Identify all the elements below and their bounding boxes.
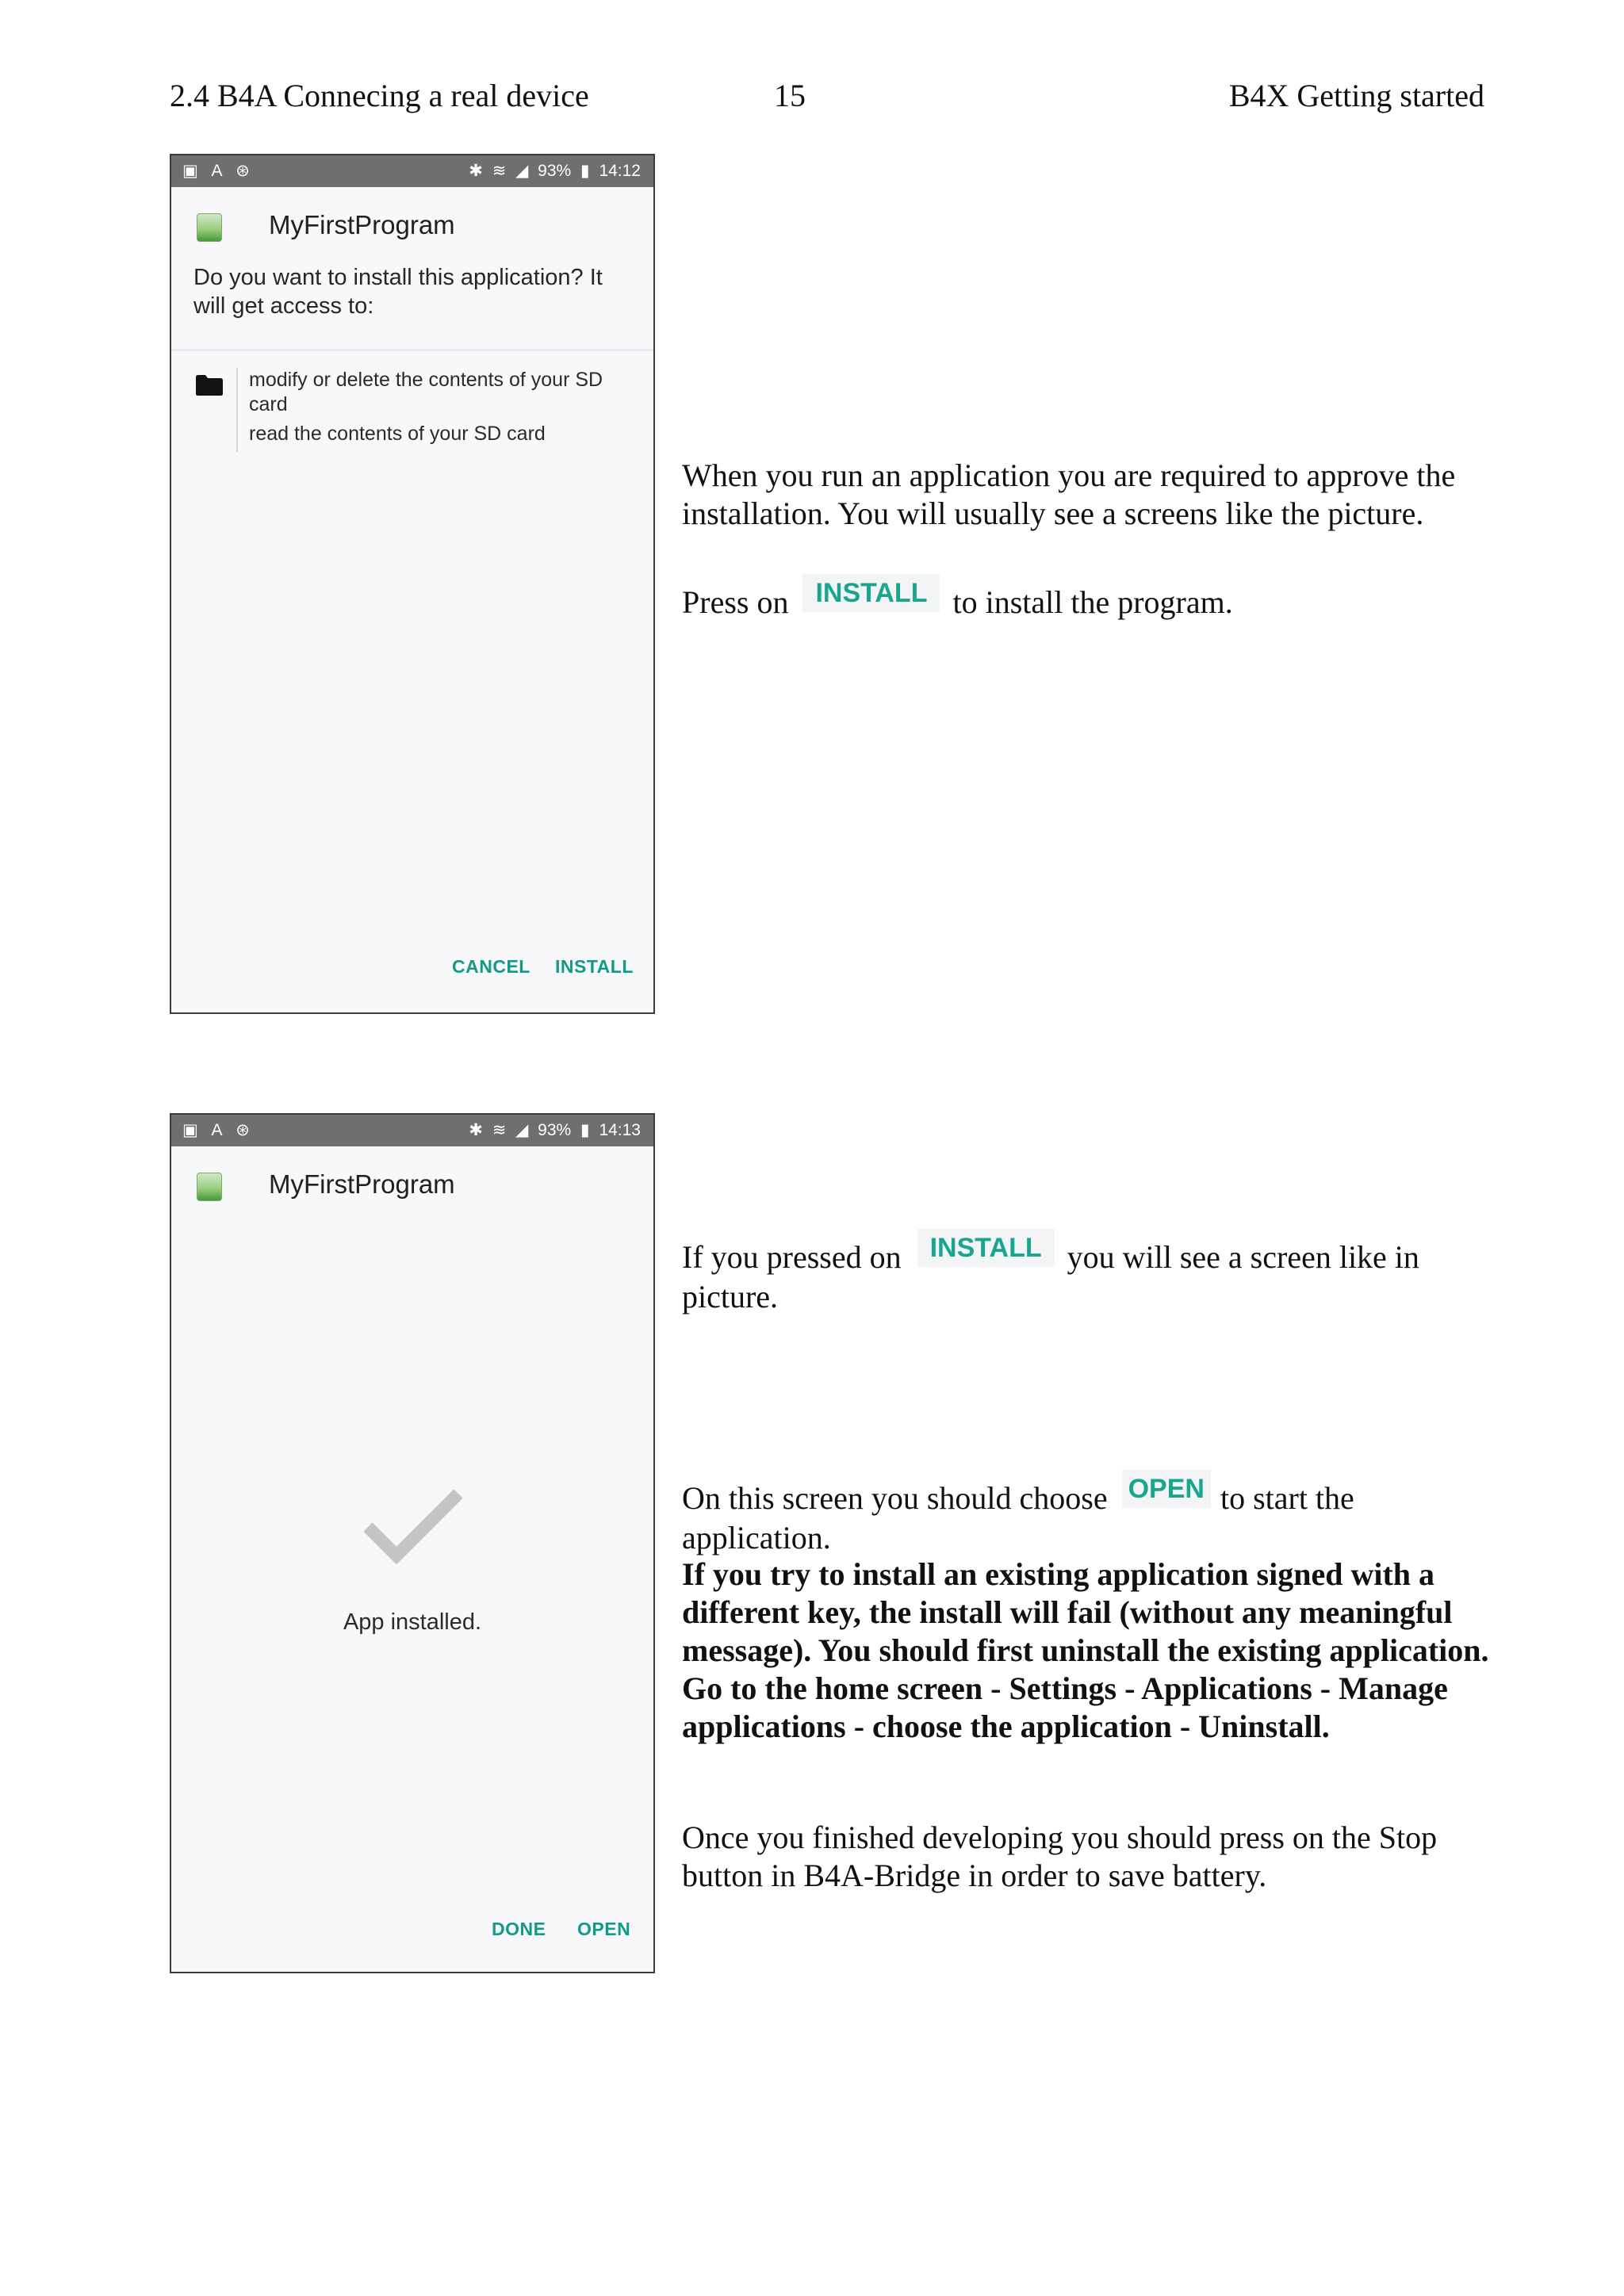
status-bar xyxy=(171,155,653,187)
paragraph-signing-warning: If you try to install an existing application signed with a different key, the install will fail (without any meaningful message). You should first uninstall the existing application. Go to the home screen - Settings - Applications - Manage applications - choose the application - Uninstall. xyxy=(682,1556,1489,1744)
text-fragment: If you pressed on xyxy=(682,1239,902,1275)
checkmark-icon xyxy=(363,1487,463,1567)
status-right xyxy=(464,1115,641,1146)
text-fragment: you will see a screen like in picture. xyxy=(682,1239,1419,1314)
permission-item: modify or delete the contents of your SD card xyxy=(249,369,603,415)
folder-icon xyxy=(195,374,224,396)
battery-level: 93% xyxy=(538,1121,572,1139)
app-icon xyxy=(197,213,222,242)
divider xyxy=(171,349,653,351)
wifi-icon: ≋ xyxy=(492,162,507,180)
battery-icon: ▮ xyxy=(580,1121,590,1139)
app-installed-screenshot xyxy=(170,1113,655,1973)
paragraph-press-install xyxy=(682,578,1491,623)
status-bar xyxy=(171,1115,653,1146)
text-fragment: to start the application. xyxy=(682,1480,1354,1556)
cancel-button[interactable]: CANCEL xyxy=(452,956,530,977)
done-button[interactable]: DONE xyxy=(492,1919,546,1939)
install-dialog-screenshot xyxy=(170,154,655,1014)
permission-item: read the contents of your SD card xyxy=(249,423,546,445)
bluetooth-icon: ✱ xyxy=(469,162,483,180)
status-left-icons: ▣ A ⊛ xyxy=(182,1121,255,1139)
app-title: MyFirstProgram xyxy=(269,1169,455,1199)
header-page-number: 15 xyxy=(774,78,806,113)
open-button[interactable]: OPEN xyxy=(577,1919,631,1939)
install-button[interactable]: INSTALL xyxy=(555,956,634,977)
text-fragment: to install the program. xyxy=(952,584,1233,620)
wifi-icon: ≋ xyxy=(492,1121,507,1139)
status-left-icons: ▣ A ⊛ xyxy=(182,162,255,180)
battery-icon: ▮ xyxy=(580,162,590,180)
paragraph-stop-bridge: Once you finished developing you should press on the Stop button in B4A-Bridge in order to save battery. xyxy=(682,1820,1438,1893)
text-fragment: On this screen you should choose xyxy=(682,1480,1108,1516)
status-time: 14:13 xyxy=(599,1121,641,1139)
install-button-image: INSTALL xyxy=(802,574,940,612)
signal-icon: ◢ xyxy=(515,1121,529,1139)
app-title: MyFirstProgram xyxy=(269,210,455,239)
header-document-title: B4X Getting started xyxy=(1228,78,1484,113)
header-section-title: 2.4 B4A Connecing a real device xyxy=(170,78,589,113)
status-time: 14:12 xyxy=(599,162,641,180)
text-fragment: Press on xyxy=(682,584,789,620)
install-prompt: Do you want to install this application? It will get access to: xyxy=(193,265,603,319)
app-icon xyxy=(197,1173,222,1201)
bluetooth-icon: ✱ xyxy=(469,1121,483,1139)
status-right xyxy=(464,155,641,187)
paragraph-approve-install: When you run an application you are required to approve the installation. You will usually see a screens like the picture. xyxy=(682,457,1456,531)
paragraph-choose-open xyxy=(682,1474,1491,1557)
signal-icon: ◢ xyxy=(515,162,529,180)
battery-level: 93% xyxy=(538,162,572,180)
install-button-image: INSTALL xyxy=(917,1229,1055,1267)
installed-message: App installed. xyxy=(343,1609,482,1635)
permission-divider xyxy=(236,368,238,452)
paragraph-after-install xyxy=(682,1233,1491,1316)
open-button-image: OPEN xyxy=(1122,1470,1211,1508)
